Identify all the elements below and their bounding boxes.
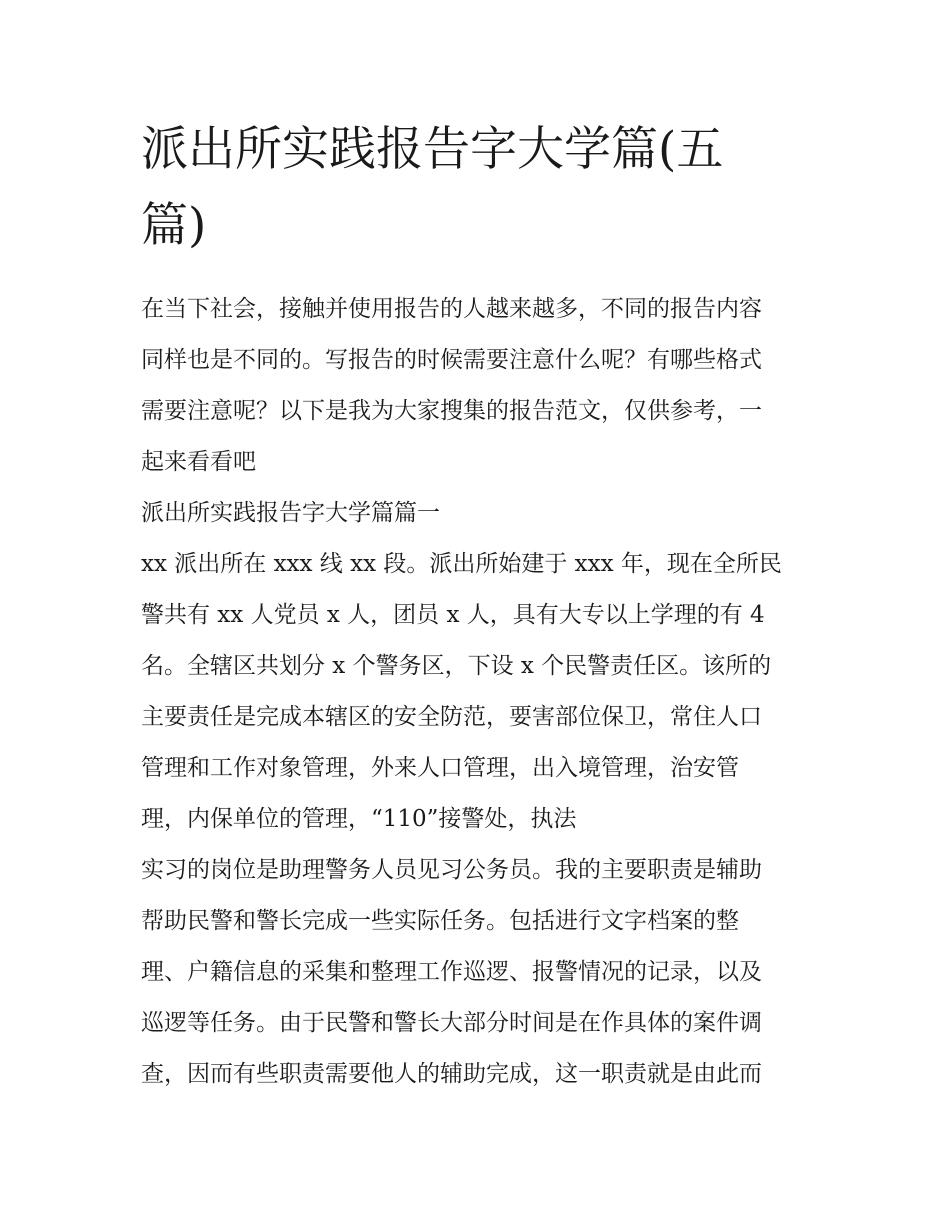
station-paragraph: [141, 539, 813, 845]
text-line: 巡逻等任务。由于民警和警长大部分时间是在作具体的案件调: [141, 1010, 762, 1036]
internship-paragraph: [141, 845, 813, 1100]
document-body: [141, 284, 813, 1100]
text-line: 主要责任是完成本辖区的安全防范，要害部位保卫，常住人口: [141, 704, 762, 730]
text-line: 在当下社会，接触并使用报告的人越来越多，不同的报告内容: [141, 296, 762, 322]
text-line: xx 派出所在 xxx 线 xx 段。派出所始建于 xxx 年，现在全所民: [141, 551, 782, 577]
document-title: [141, 112, 813, 264]
section-heading: [141, 488, 813, 539]
text-line: 查，因而有些职责需要他人的辅助完成，这一职责就是由此而: [141, 1061, 762, 1087]
text-line: 需要注意呢？以下是我为大家搜集的报告范文，仅供参考，一: [141, 398, 762, 424]
text-line: 管理和工作对象管理，外来人口管理，出入境管理，治安管: [141, 755, 739, 781]
intro-paragraph: [141, 284, 813, 488]
text-line: 名。全辖区共划分 x 个警务区，下设 x 个民警责任区。该所的: [141, 653, 772, 679]
text-line: 理，内保单位的管理，“110”接警处，执法: [141, 806, 577, 832]
text-line: 理、户籍信息的采集和整理工作巡逻、报警情况的记录，以及: [141, 959, 762, 985]
text-line: 警共有 xx 人党员 x 人，团员 x 人，具有大专以上学理的有 4: [141, 602, 765, 628]
text-line: 起来看看吧: [141, 449, 256, 475]
text-line: 同样也是不同的。写报告的时候需要注意什么呢？有哪些格式: [141, 347, 762, 373]
text-line: 派出所实践报告字大学篇篇一: [141, 500, 440, 526]
text-line: 帮助民警和警长完成一些实际任务。包括进行文字档案的整: [141, 908, 739, 934]
text-line: 实习的岗位是助理警务人员见习公务员。我的主要职责是辅助: [141, 857, 762, 883]
title-line: 篇): [141, 198, 207, 253]
document-page: [141, 112, 813, 1100]
title-line: 派出所实践报告字大学篇(五: [141, 122, 724, 177]
